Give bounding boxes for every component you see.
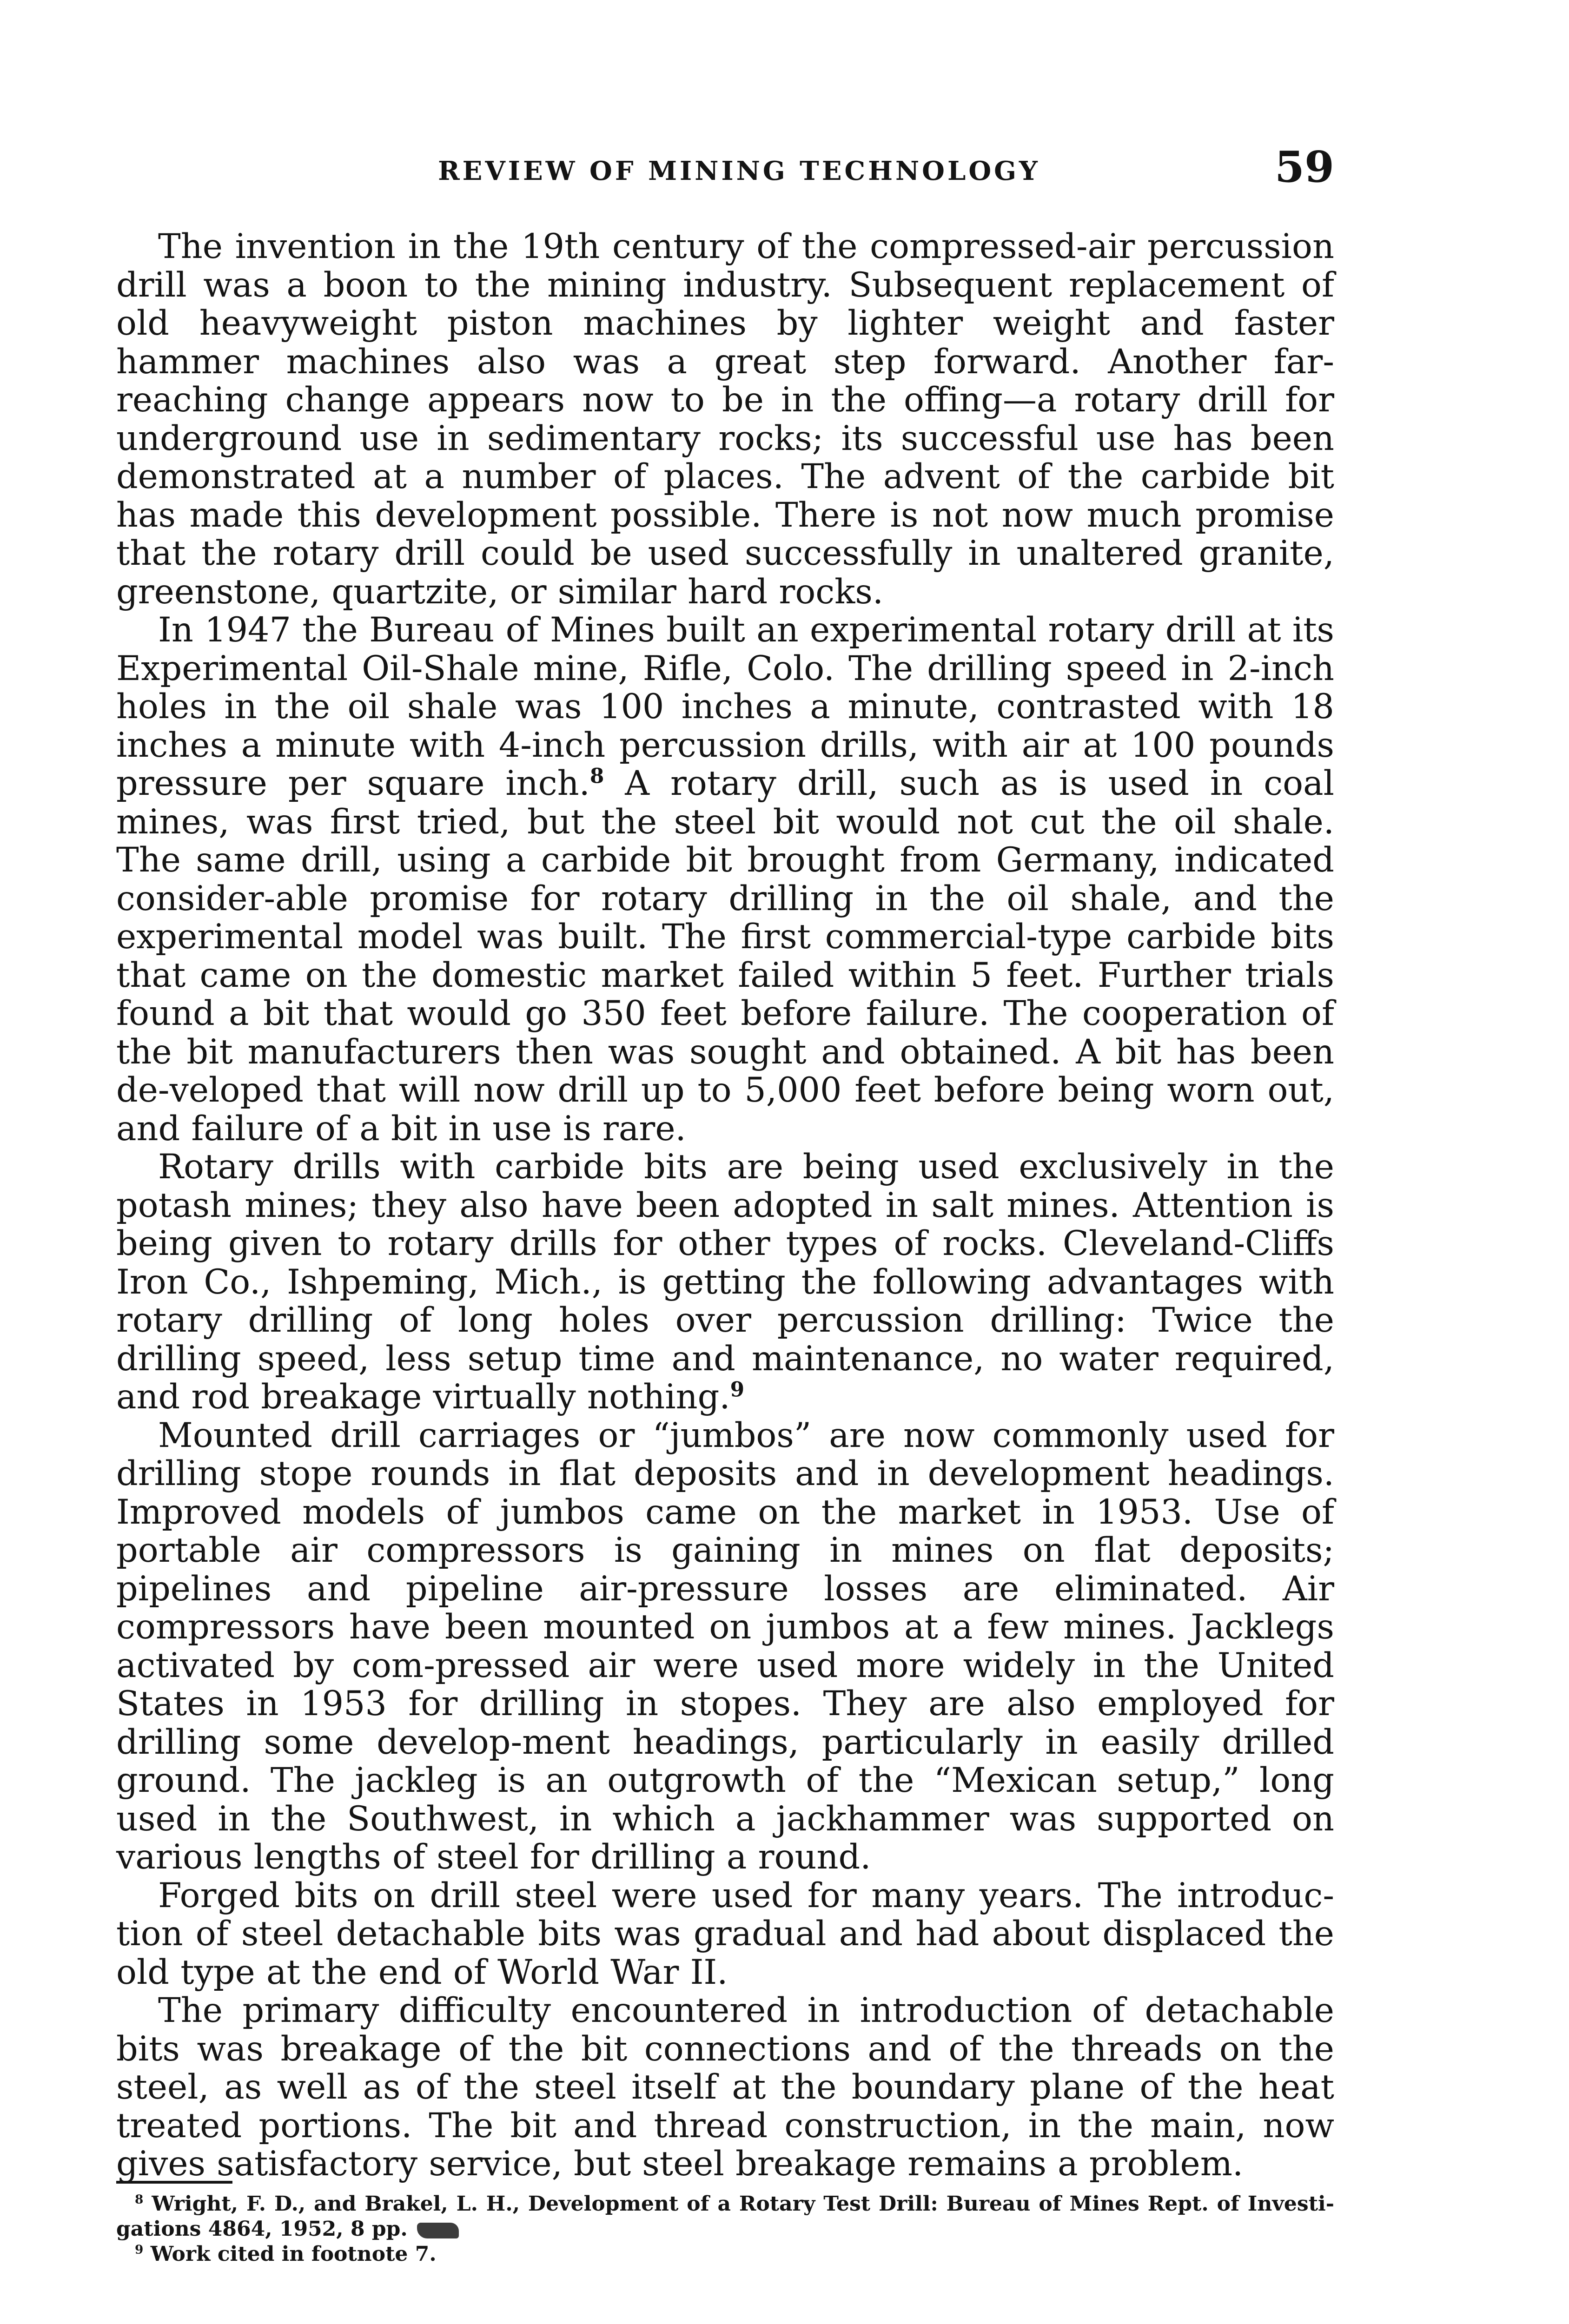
paragraph-2 bbox=[116, 611, 1334, 1148]
footnote-9-text: Work cited in footnote 7. bbox=[143, 2242, 437, 2266]
paragraph-4: Mounted drill carriages or “jumbos” are now commonly used for drilling stope rounds in flat deposits and in development headings. Improved models of jumbos came on the market in 1953. Use of portable air compressors is gaining in mines on flat deposits; pipelines and pipeline air-pressure losses are eliminated. Air compressors have been mounted on jumbos at a few mines. Jacklegs activated by com-pressed air were used more widely in the United States in 1953 for drilling in stopes. They are also employed for drilling some develop-ment headings, particularly in easily drilled ground. The jackleg is an outgrowth of the “Mexican setup,” long used in the Southwest, in which a jackhammer was supported on various lengths of steel for drilling a round. bbox=[116, 1415, 1334, 1877]
footnotes bbox=[116, 2192, 1334, 2267]
ink-smudge-icon bbox=[417, 2223, 459, 2238]
footnote-ref-9[interactable]: 9 bbox=[730, 1378, 745, 1402]
paragraph-5: Forged bits on drill steel were used for many years. The introduc-tion of steel detachable bits was gradual and had about displaced the old type at the end of World War II. bbox=[116, 1875, 1334, 1992]
paragraph-3 bbox=[116, 1148, 1334, 1417]
paragraph-2-text-b: A rotary drill, such as is used in coal mines, was first tried, but the steel bit would not cut the oil shale. The same drill, using a carbide bit brought from Germany, indicated consider-able promise for rotary drilling in the oil shale, and the experimental model was built. The first commercial-type carbide bits that came on the domestic market failed within 5 feet. Further trials found a bit that would go 350 feet before failure. The cooperation of the bit manufacturers then was sought and obtained. A bit has been de-veloped that will now drill up to 5,000 feet before being worn out, and failure of a bit in use is rare. bbox=[116, 764, 1334, 1149]
paragraph-2-text-a: In 1947 the Bureau of Mines built an experimental rotary drill at its Experimental Oil-Shale mine, Rifle, Colo. The drilling speed in 2-inch holes in the oil shale was 100 inches a minute, contrasted with 18 inches a minute with 4-inch percussion drills, with air at 100 pounds pressure per square inch. bbox=[116, 610, 1334, 803]
paragraph-3-text: Rotary drills with carbide bits are being used exclusively in the potash mines; they also have been adopted in salt mines. Attention is being given to rotary drills for other types of rocks. Cleveland-Cliffs Iron Co., Ishpeming, Mich., is getting the following advantages with rotary drilling of long holes over percussion drilling: Twice the drilling speed, less setup time and maintenance, no water required, and rod breakage virtually nothing. bbox=[116, 1147, 1334, 1417]
footnote-ref-8[interactable]: 8 bbox=[589, 764, 604, 788]
paragraph-6: The primary difficulty encountered in introduction of detachable bits was breakage of the bit connections and of the threads on the steel, as well as of the steel itself at the boundary plane of the heat treated portions. The bit and thread construction, in the main, now gives satisfactory service, but steel breakage remains a problem. bbox=[116, 1991, 1334, 2184]
footnote-8-text: Wright, F. D., and Brakel, L. H., Development of a Rotary Test Drill: Bureau of Mines Rept. of Investi-gations 4864, 1952, 8 pp. bbox=[116, 2192, 1334, 2241]
body-text bbox=[116, 228, 1334, 2184]
page-header bbox=[116, 142, 1334, 202]
paragraph-1: The invention in the 19th century of the compressed-air percussion drill was a boon to the mining industry. Subsequent replacement of old heavyweight piston machines by lighter weight and faster hammer machines also was a great step forward. Another far-reaching change appears now to be in the offing—a rotary drill for underground use in sedimentary rocks; its successful use has been demonstrated at a number of places. The advent of the carbide bit has made this development possible. There is not now much promise that the rotary drill could be used successfully in unaltered granite, greenstone, quartzite, or similar hard rocks. bbox=[116, 227, 1334, 612]
footnote-8 bbox=[116, 2192, 1334, 2242]
footnote-9-mark: 9 bbox=[135, 2242, 144, 2257]
running-head: REVIEW OF MINING TECHNOLOGY bbox=[438, 156, 1040, 186]
footnote-divider bbox=[116, 2181, 232, 2184]
footnote-9 bbox=[116, 2242, 1334, 2267]
footnote-8-mark: 8 bbox=[135, 2192, 144, 2207]
page-number: 59 bbox=[1274, 142, 1334, 192]
